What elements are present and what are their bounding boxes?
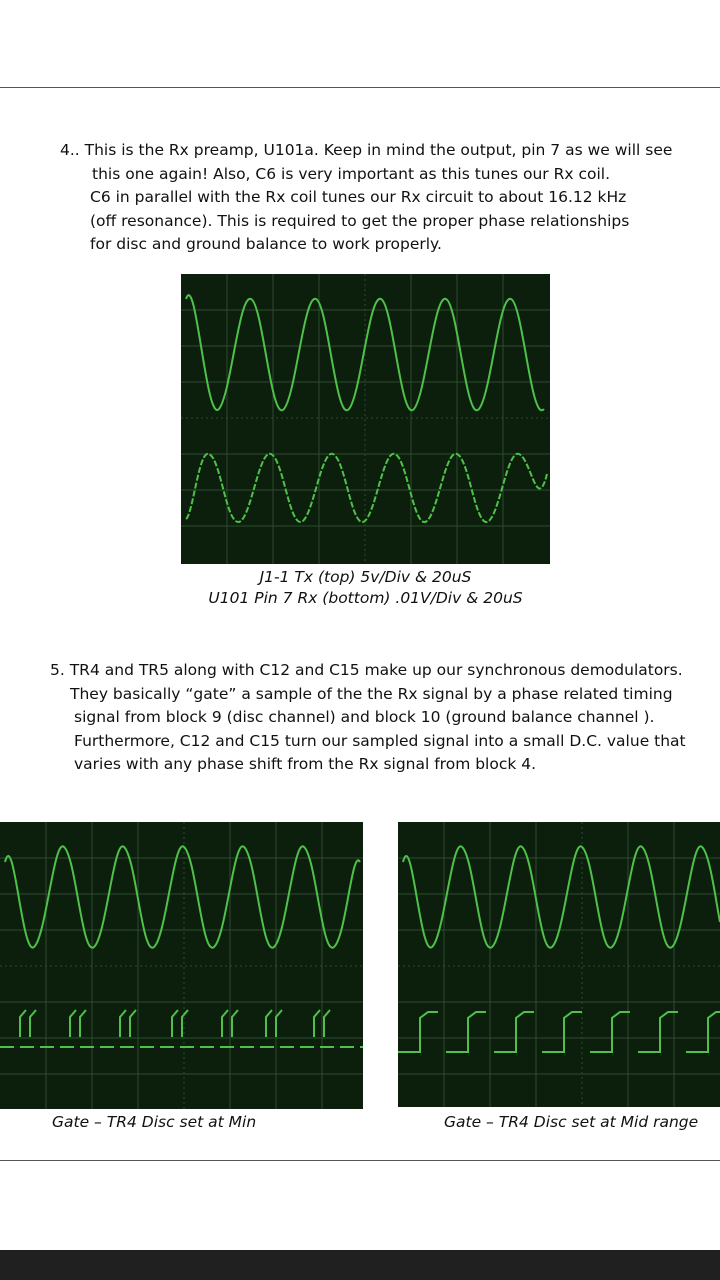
- section-4-line: C6 in parallel with the Rx coil tunes our Rx circuit to about 16.12 kHz: [90, 188, 627, 206]
- section-5-line: They basically “gate” a sample of the the Rx signal by a phase related timing: [70, 684, 673, 703]
- caption-line-tx: J1-1 Tx (top) 5v/Div & 20uS: [259, 568, 472, 586]
- rx-sine-trace: [186, 454, 547, 522]
- section-5-line: signal from block 9 (disc channel) and block 10 (ground balance channel ).: [74, 708, 655, 726]
- gate-pulse-spikes: [20, 1010, 330, 1037]
- oscilloscope-image-rx-preamp: [181, 274, 550, 564]
- section-4-line: (off resonance). This is required to get the proper phase relationships: [90, 211, 630, 230]
- section-4-line: this one again! Also, C6 is very important as this tunes our Rx coil.: [92, 164, 611, 183]
- scope-caption-gate-min: Gate – TR4 Disc set at Min: [52, 1113, 257, 1131]
- bottom-divider: [0, 1160, 720, 1161]
- tx-sine-trace: [186, 295, 544, 410]
- section-4-text: [60, 139, 672, 257]
- section-4-line: 4.. This is the Rx preamp, U101a. Keep in mind the output, pin 7 as we will see: [60, 141, 673, 159]
- scope-grid: [398, 822, 720, 1107]
- oscilloscope-image-gate-min: [0, 822, 363, 1109]
- sine-trace: [5, 846, 360, 947]
- section-4-line: for disc and ground balance to work properly.: [90, 235, 442, 253]
- section-5-line: varies with any phase shift from the Rx signal from block 4.: [74, 755, 537, 773]
- caption-line-rx: U101 Pin 7 Rx (bottom) .01V/Div & 20uS: [208, 589, 523, 607]
- scope-caption-rx-preamp: [181, 567, 550, 609]
- system-navigation-bar: [0, 1250, 720, 1280]
- section-5-text: [50, 659, 686, 777]
- gate-square-trace: [398, 1012, 720, 1052]
- section-5-line: Furthermore, C12 and C15 turn our sampled signal into a small D.C. value that: [74, 731, 686, 750]
- scope-caption-gate-mid: Gate – TR4 Disc set at Mid range: [444, 1113, 699, 1131]
- oscilloscope-image-gate-mid: [398, 822, 720, 1107]
- top-divider: [0, 87, 720, 88]
- section-5-line: 5. TR4 and TR5 along with C12 and C15 make up our synchronous demodulators.: [50, 661, 683, 679]
- sine-trace: [403, 846, 720, 947]
